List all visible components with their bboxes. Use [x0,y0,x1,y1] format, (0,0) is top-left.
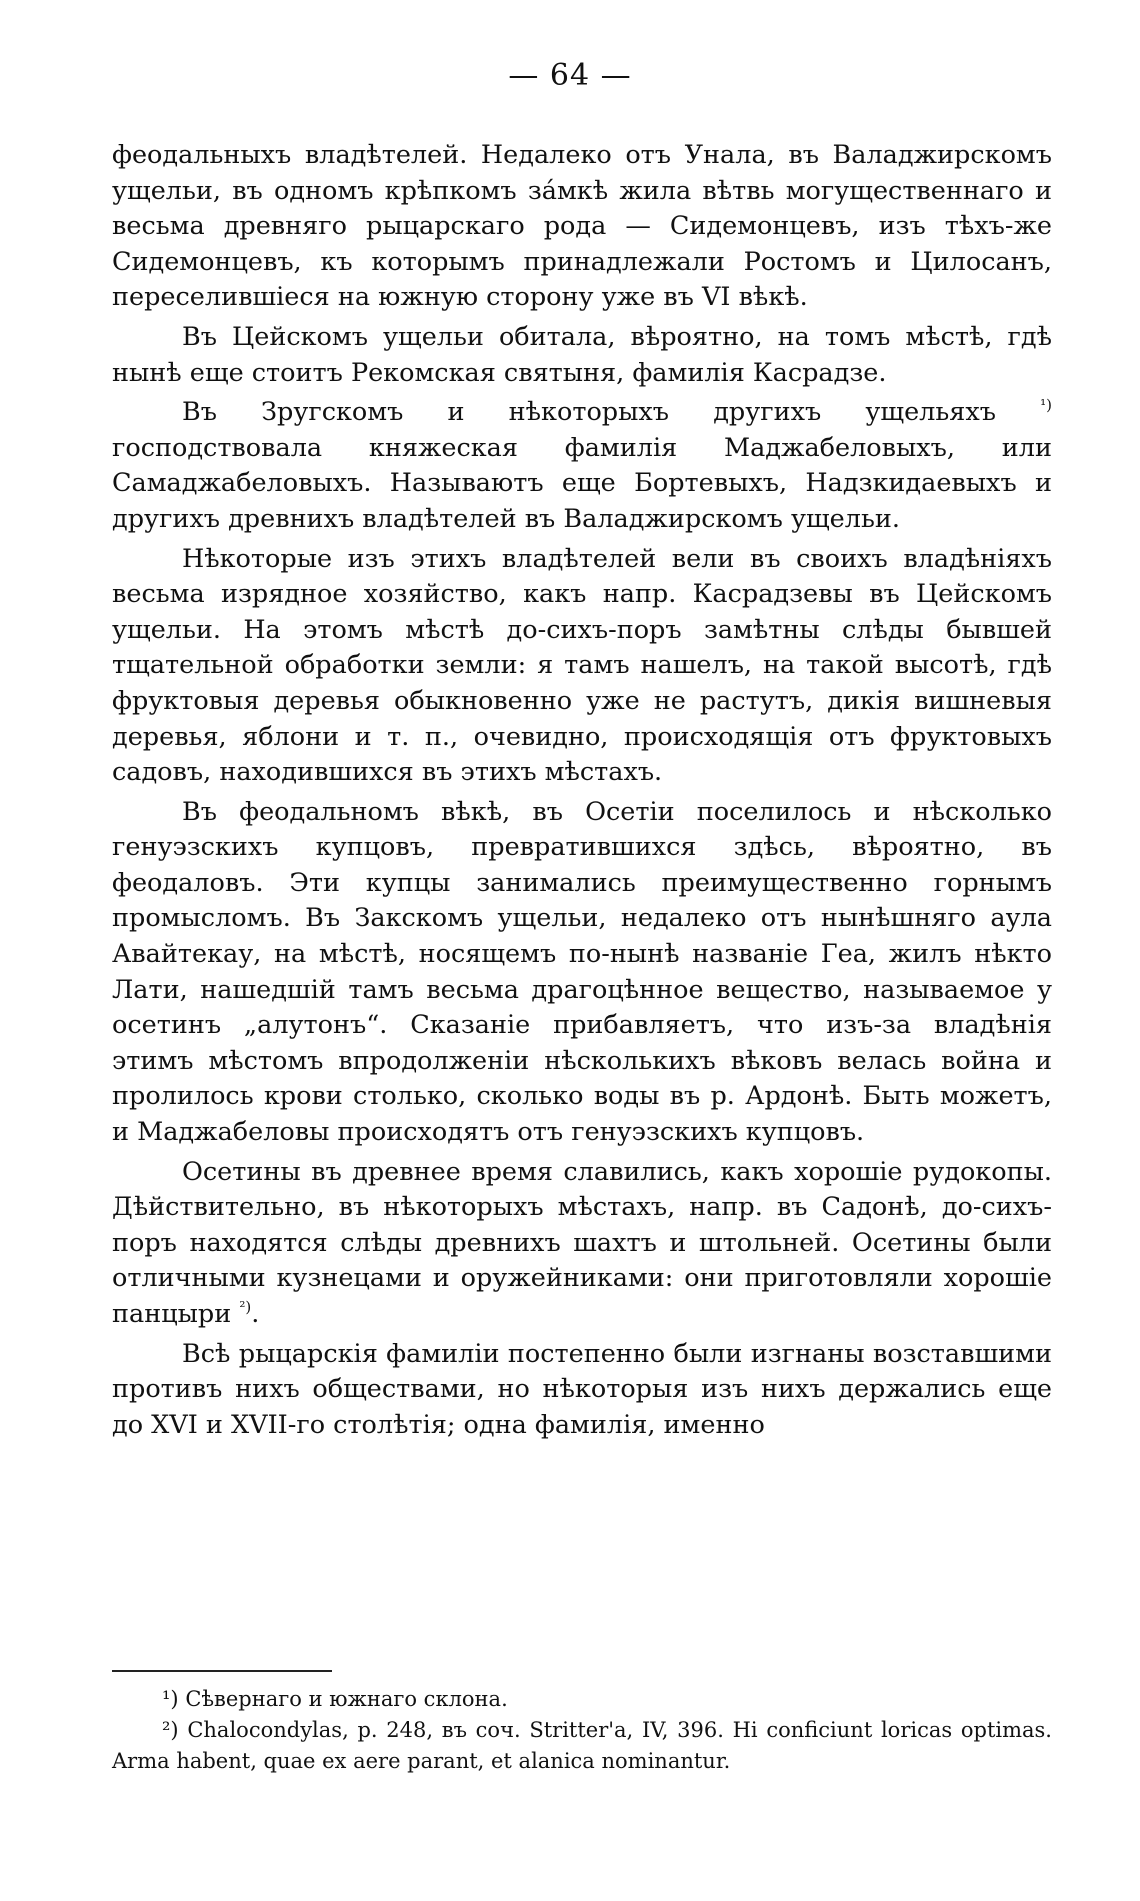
footnote-1-mark: ¹) [162,1687,179,1711]
footnote-2-text: Chalocondylas, p. 248, въ соч. Stritter'a, IV, 396. Hi conficiunt loricas optimas. Arma habent, quae ex aere parant, et alanica nominantur. [112,1718,1052,1773]
page-number-header: — 64 — [508,58,632,93]
footnote-2 [112,1715,1052,1777]
paragraph-3-end: господствовала княжеская фамилія Маджабеловыхъ, или Самаджабеловыхъ. Называютъ еще Бортевыхъ, Надзкидаевыхъ и другихъ древнихъ владѣтелей въ Валаджирскомъ ущельи. [112,432,1052,534]
paragraph-3 [112,395,1052,537]
footnote-1-text: Сѣвернаго и южнаго склона. [185,1687,508,1711]
paragraph-4: Нѣкоторые изъ этихъ владѣтелей вели въ своихъ владѣніяхъ весьма изрядное хозяйство, какъ напр. Касрадзевы въ Цейскомъ ущельи. На этомъ мѣстѣ до-сихъ-поръ замѣтны слѣды бывшей тщательной обработки земли: я тамъ нашелъ, на такой высотѣ, гдѣ фруктовыя деревья обыкновенно уже не растутъ, дикія вишневыя деревья, яблони и т. п., очевидно, происходящія отъ фруктовыхъ садовъ, находившихся въ этихъ мѣстахъ. [112,543,1052,788]
paragraph-7: Всѣ рыцарскія фамиліи постепенно были изгнаны возставшими противъ нихъ обществами, но нѣкоторыя изъ нихъ держались еще до XVI и XVII-го столѣтія; одна фамилія, именно [112,1338,1052,1440]
main-text [112,138,1052,1447]
paragraph-3-start: Въ Зругскомъ и нѣкоторыхъ другихъ ущельяхъ [182,397,996,428]
paragraph-5: Въ феодальномъ вѣкѣ, въ Осетіи поселилось и нѣсколько генуэзскихъ купцовъ, превратившихся здѣсь, вѣроятно, въ феодаловъ. Эти купцы занимались преимущественно горнымъ промысломъ. Въ Закскомъ ущельи, недалеко отъ нынѣшняго аула Авайтекау, на мѣстѣ, носящемъ по-нынѣ названіе Геа, жилъ нѣкто Лати, нашедшій тамъ весьма драгоцѣнное вещество, называемое у осетинъ „алутонъ“. Сказаніе прибавляетъ, что изъ-за владѣнія этимъ мѣстомъ впродолженіи нѣсколькихъ вѣковъ велась война и пролилось крови столько, сколько воды въ р. Ардонѣ. Быть можетъ, и Маджабеловы происходятъ отъ генуэзскихъ купцовъ. [112,796,1052,1148]
paragraph-6 [112,1155,1052,1333]
footnote-ref-2[interactable]: ²) [239,1298,252,1316]
paragraph-6-text: Осетины въ древнее время славились, какъ хорошіе рудокопы. Дѣйствительно, въ нѣкоторыхъ мѣстахъ, напр. въ Садонѣ, до-сихъ-поръ находятся слѣды древнихъ шахтъ и штольней. Осетины были отличными кузнецами и оружейниками: они приготовляли хорошіе панцыри [112,1156,1052,1329]
footnote-divider [112,1670,332,1672]
paragraph-2: Въ Цейскомъ ущельи обитала, вѣроятно, на томъ мѣстѣ, гдѣ нынѣ еще стоитъ Рекомская святыня, фамилія Касрадзе. [112,321,1052,388]
footnote-2-mark: ²) [162,1718,179,1742]
paragraph-1: феодальныхъ владѣтелей. Недалеко отъ Унала, въ Валаджирскомъ ущельи, въ одномъ крѣпкомъ за́мкѣ жила вѣтвь могущественнаго и весьма древняго рыцарскаго рода — Сидемонцевъ, изъ тѣхъ-же Сидемонцевъ, къ которымъ принадлежали Ростомъ и Цилосанъ, переселившіеся на южную сторону уже въ VI вѣкѣ. [112,140,1052,313]
footnotes [112,1684,1052,1777]
footnote-ref-1[interactable]: ¹) [1040,396,1053,415]
paragraph-6-period: . [251,1299,260,1329]
footnote-1 [112,1684,1052,1715]
